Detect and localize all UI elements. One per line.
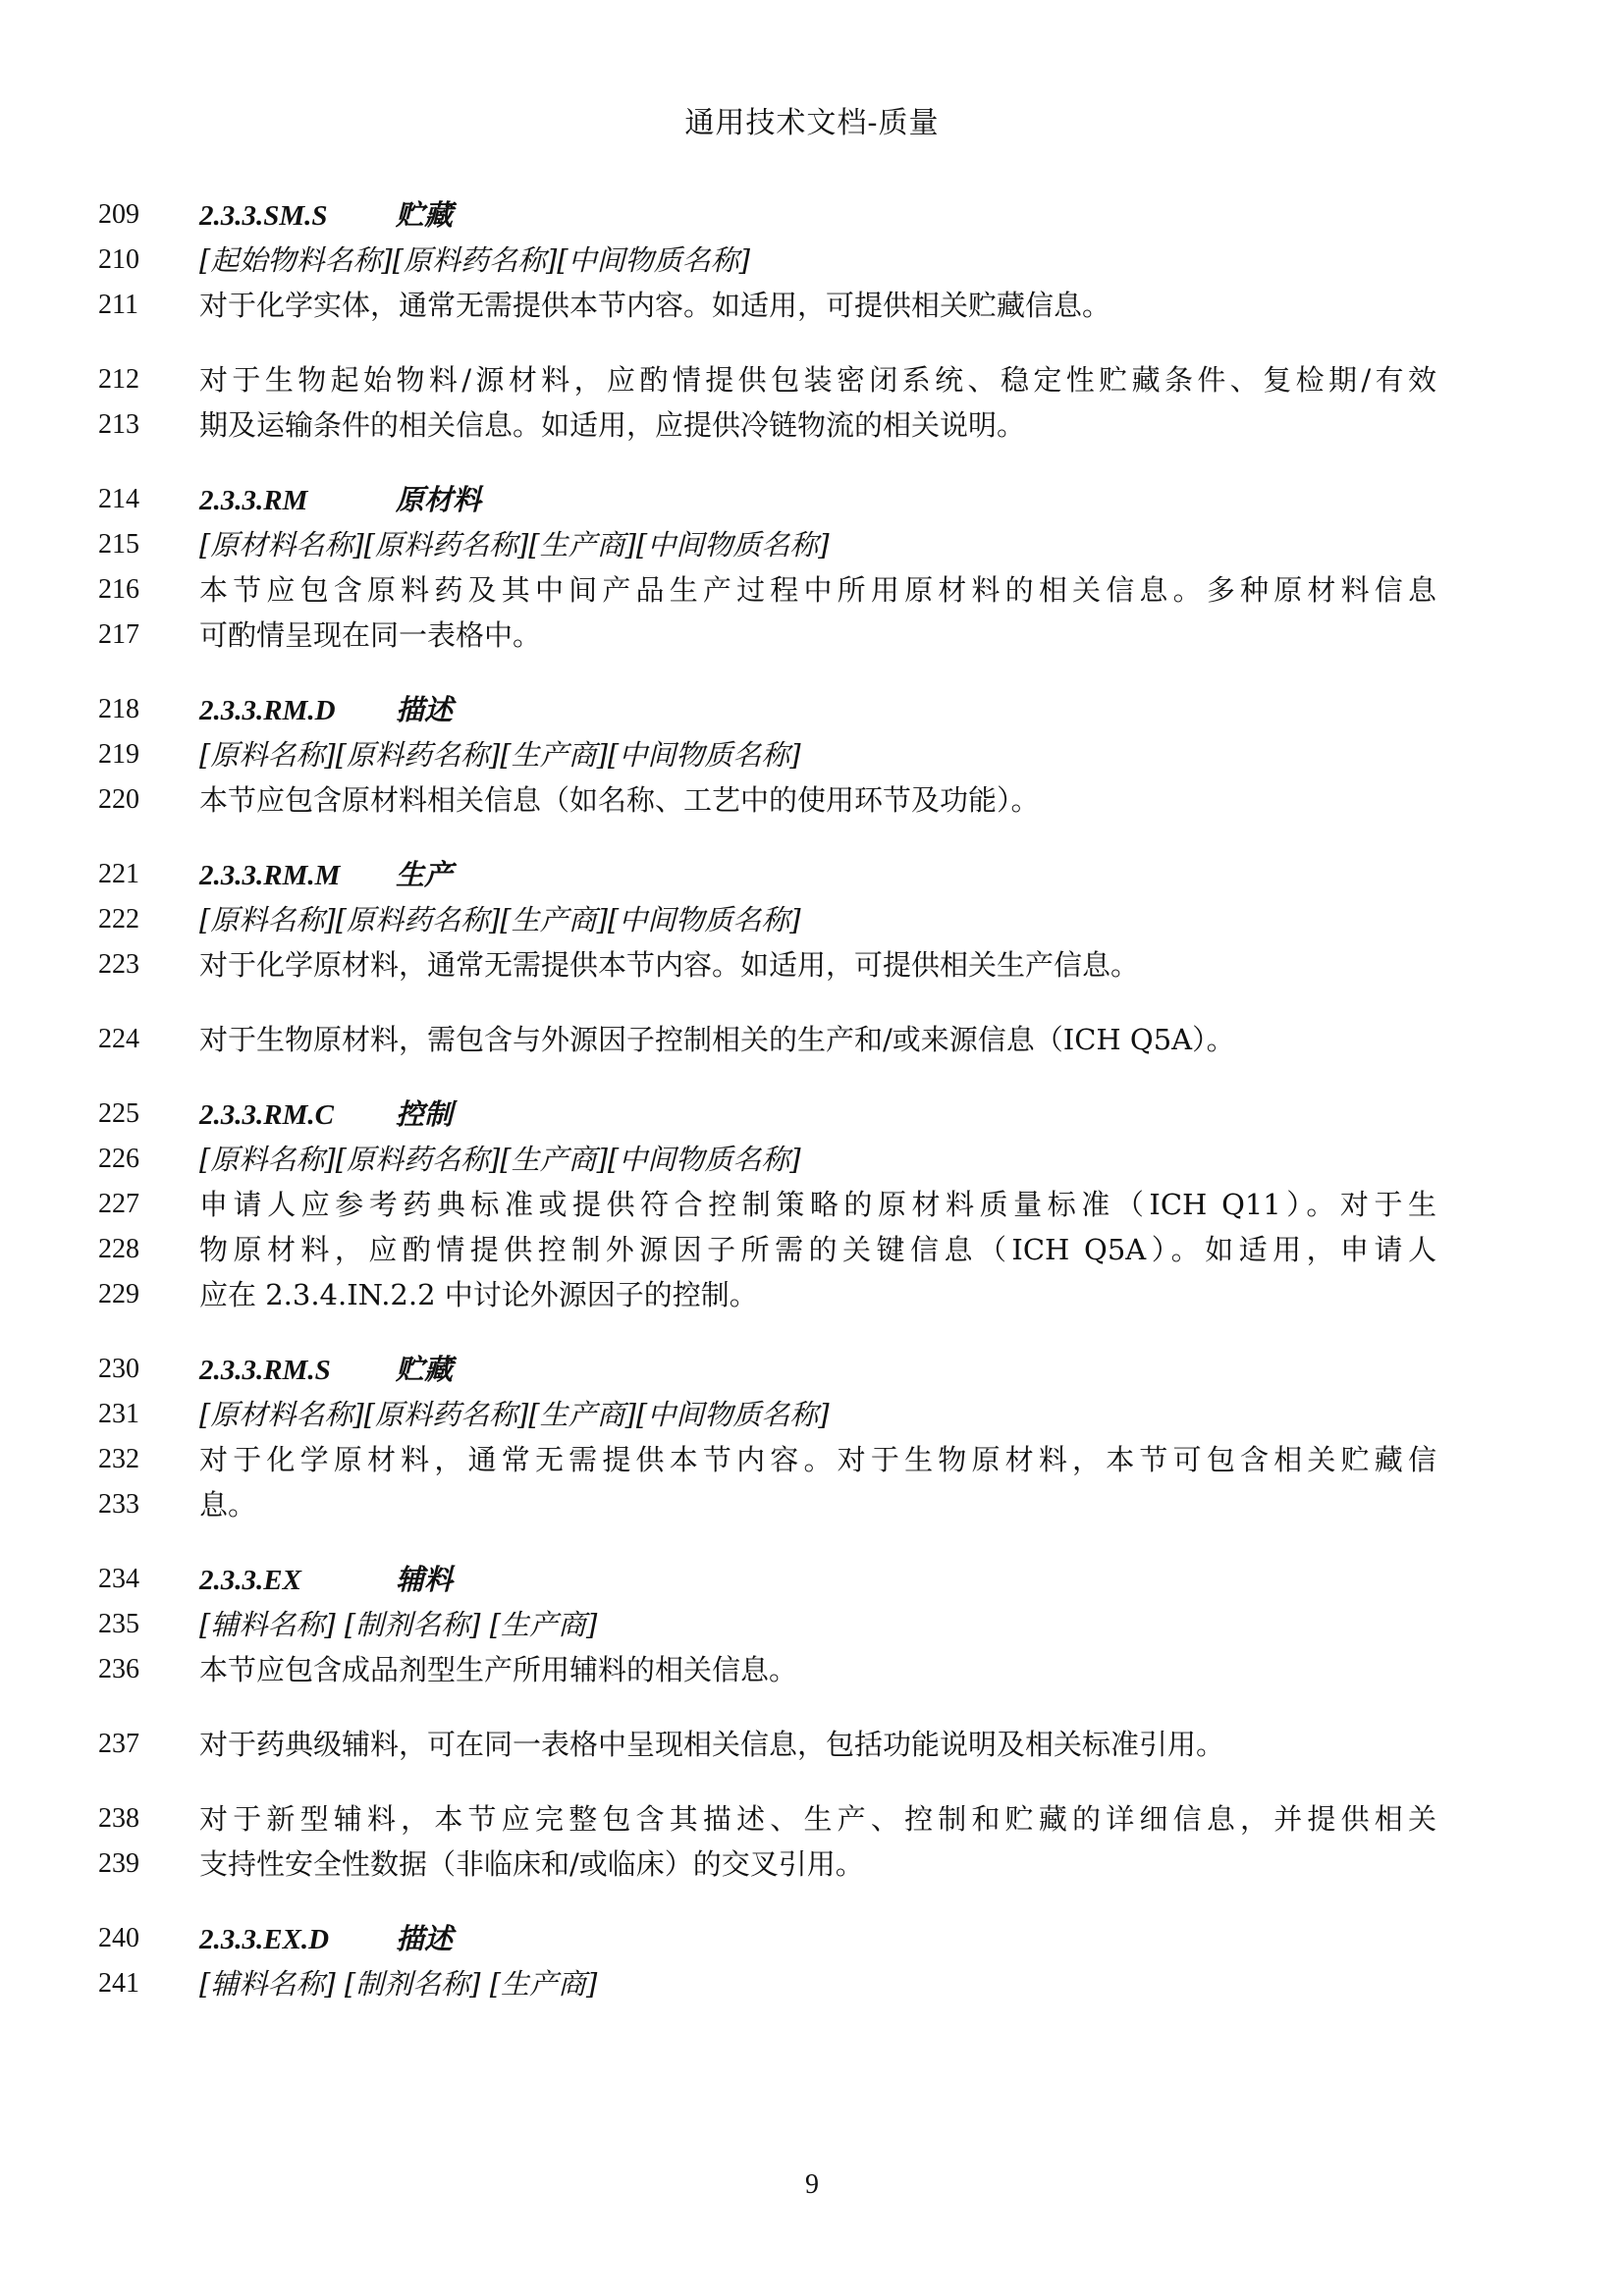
line-number: 218 [98,694,139,724]
section-code: 2.3.3.RM [199,485,308,516]
line-number: 213 [98,409,139,440]
section-title: 原材料 [396,483,482,516]
line-number: 228 [98,1234,139,1264]
line-number: 222 [98,904,139,934]
section-code: 2.3.3.EX.D [199,1924,330,1955]
section-metadata: [原料名称][原料药名称][生产商][中间物质名称] [199,903,801,936]
paragraph-text: 对于化学实体，通常无需提供本节内容。如适用，可提供相关贮藏信息。 [199,289,1111,322]
paragraph-text: 可酌情呈现在同一表格中。 [199,618,542,652]
paragraph-text: 应在 2.3.4.IN.2.2 中讨论外源因子的控制。 [199,1278,758,1311]
paragraph-text: 对于药典级辅料，可在同一表格中呈现相关信息，包括功能说明及相关标准引用。 [199,1728,1225,1761]
section-title: 辅料 [396,1563,454,1596]
line-number: 215 [98,529,139,560]
document-line [0,1557,1624,1602]
document-line [0,1796,1624,1842]
section-heading [199,1557,1436,1603]
document-line [0,1916,1624,1961]
section-heading [199,1092,1436,1138]
line-number: 214 [98,484,139,514]
section-code: 2.3.3.RM.M [199,860,341,891]
line-number: 211 [98,290,138,320]
line-number: 232 [98,1444,139,1474]
line-number: 224 [98,1024,139,1054]
document-line [0,192,1624,238]
document-line [0,283,1624,328]
document-line [0,402,1624,448]
paragraph-text: 对于新型辅料，本节应完整包含其描述、生产、控制和贮藏的详细信息，并提供相关 [199,1802,1436,1836]
section-code: 2.3.3.SM.S [199,200,328,232]
document-line [0,1227,1624,1272]
document-line [0,477,1624,522]
line-number: 226 [98,1144,139,1174]
line-number: 240 [98,1923,139,1953]
document-line [0,238,1624,283]
line-number: 235 [98,1609,139,1639]
document-body [0,192,1624,2006]
section-code: 2.3.3.EX [199,1565,301,1596]
page-number: 9 [805,2169,819,2200]
section-code: 2.3.3.RM.D [199,695,336,726]
line-number: 220 [98,784,139,815]
line-number: 209 [98,199,139,230]
line-number: 217 [98,619,139,650]
paragraph-text: 申请人应参考药典标准或提供符合控制策略的原材料质量标准（ICH Q11）。对于生 [199,1188,1436,1221]
line-number: 227 [98,1189,139,1219]
section-metadata: [原料名称][原料药名称][生产商][中间物质名称] [199,738,801,772]
section-code: 2.3.3.RM.S [199,1355,331,1386]
line-number: 237 [98,1729,139,1759]
paragraph-text: 对于生物原材料，需包含与外源因子控制相关的生产和/或来源信息（ICH Q5A）。 [199,1023,1235,1056]
document-line [0,357,1624,402]
document-line [0,1647,1624,1692]
section-heading [199,852,1436,898]
document-line [0,1437,1624,1482]
section-title: 控制 [396,1097,454,1131]
line-number: 216 [98,574,139,605]
document-line [0,1602,1624,1647]
line-number: 230 [98,1354,139,1384]
line-number: 219 [98,739,139,770]
paragraph-text: 本节应包含原材料相关信息（如名称、工艺中的使用环节及功能）。 [199,783,1040,817]
document-line [0,687,1624,732]
line-number: 231 [98,1399,139,1429]
document-line [0,1347,1624,1392]
section-heading [199,192,1436,239]
section-metadata: [辅料名称] [制剂名称] [生产商] [199,1967,598,2001]
section-metadata: [起始物料名称][原料药名称][中间物质名称] [199,243,750,277]
section-heading [199,687,1436,733]
line-number: 233 [98,1489,139,1520]
paragraph-text: 息。 [199,1488,257,1522]
section-metadata: [原材料名称][原料药名称][生产商][中间物质名称] [199,1398,830,1431]
section-heading [199,1347,1436,1393]
document-line [0,897,1624,942]
line-number: 236 [98,1654,139,1684]
document-line [0,1722,1624,1767]
document-line [0,613,1624,658]
line-number: 241 [98,1968,139,1999]
paragraph-text: 对于化学原材料，通常无需提供本节内容。对于生物原材料，本节可包含相关贮藏信 [199,1443,1436,1476]
document-line [0,522,1624,567]
paragraph-text: 物原材料，应酌情提供控制外源因子所需的关键信息（ICH Q5A）。如适用，申请人 [199,1233,1436,1266]
document-line [0,732,1624,777]
paragraph-text: 期及运输条件的相关信息。如适用，应提供冷链物流的相关说明。 [199,408,1026,442]
document-line [0,942,1624,988]
line-number: 210 [98,244,139,275]
line-number: 238 [98,1803,139,1834]
section-metadata: [辅料名称] [制剂名称] [生产商] [199,1608,598,1641]
paragraph-text: 本节应包含原料药及其中间产品生产过程中所用原材料的相关信息。多种原材料信息 [199,573,1436,607]
line-number: 239 [98,1848,139,1879]
section-title: 描述 [396,693,454,726]
document-line [0,1137,1624,1182]
document-line [0,1961,1624,2006]
line-number: 229 [98,1279,139,1309]
line-number: 212 [98,364,139,395]
section-metadata: [原料名称][原料药名称][生产商][中间物质名称] [199,1143,801,1176]
paragraph-text: 对于化学原材料，通常无需提供本节内容。如适用，可提供相关生产信息。 [199,948,1140,982]
line-number: 223 [98,949,139,980]
document-line [0,1182,1624,1227]
document-line [0,1842,1624,1887]
page-header-title: 通用技术文档-质量 [684,106,940,140]
section-title: 贮藏 [396,198,454,232]
section-heading [199,477,1436,523]
line-number: 221 [98,859,139,889]
document-line [0,567,1624,613]
document-line [0,1017,1624,1062]
document-line [0,777,1624,823]
section-title: 生产 [396,858,454,891]
section-title: 描述 [396,1922,454,1955]
line-number: 225 [98,1098,139,1129]
line-number: 234 [98,1564,139,1594]
paragraph-text: 支持性安全性数据（非临床和/或临床）的交叉引用。 [199,1847,864,1881]
document-line [0,1482,1624,1527]
paragraph-text: 本节应包含成品剂型生产所用辅料的相关信息。 [199,1653,798,1686]
document-line [0,852,1624,897]
paragraph-text: 对于生物起始物料/源材料，应酌情提供包装密闭系统、稳定性贮藏条件、复检期/有效 [199,363,1436,397]
document-line [0,1092,1624,1137]
section-heading [199,1916,1436,1962]
document-line [0,1272,1624,1317]
section-code: 2.3.3.RM.C [199,1099,334,1131]
section-metadata: [原材料名称][原料药名称][生产商][中间物质名称] [199,528,830,561]
document-line [0,1392,1624,1437]
section-title: 贮藏 [396,1353,454,1386]
